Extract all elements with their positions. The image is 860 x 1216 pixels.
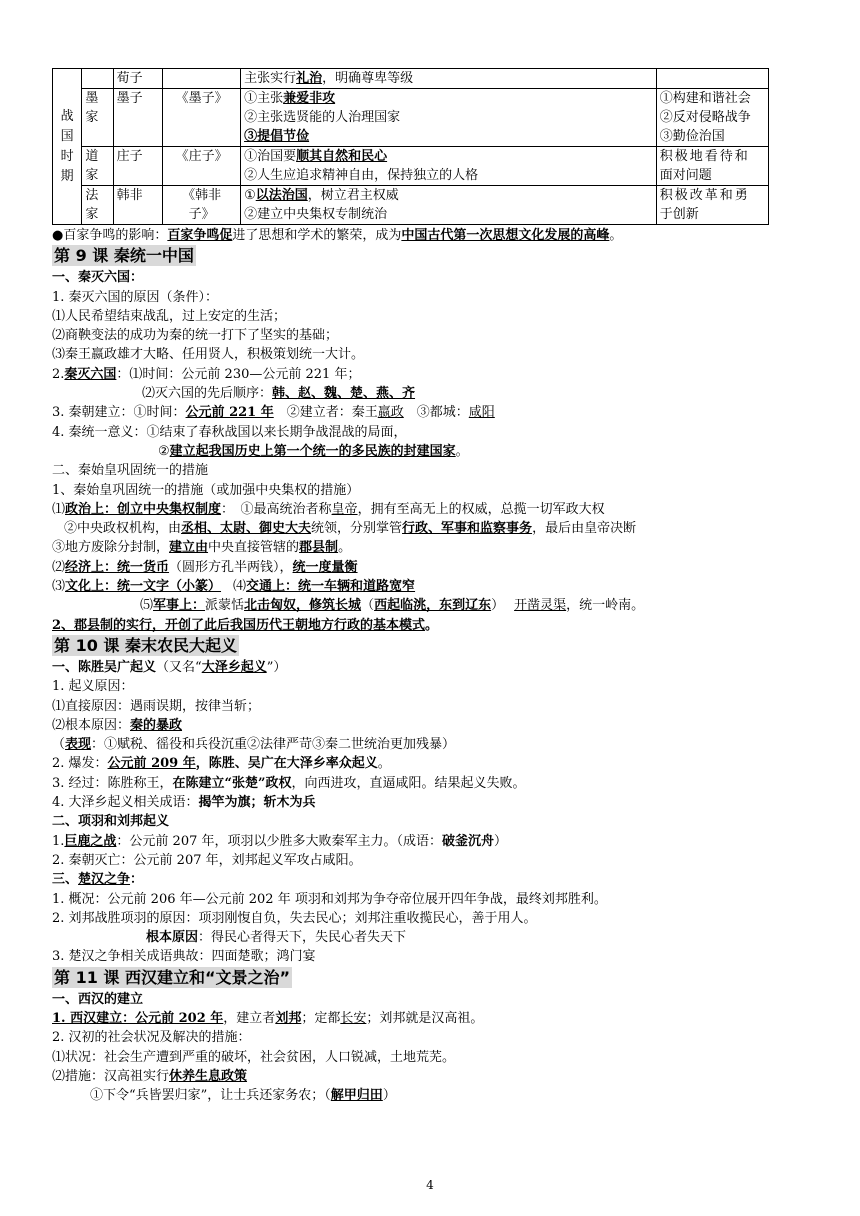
- text-line: [52, 226, 812, 245]
- text-fragment: 解甲归田: [330, 1088, 383, 1104]
- text-fragment: 第 9 课 秦统一中国: [54, 246, 194, 266]
- text-fragment: ②反对侵略战争: [659, 110, 751, 125]
- person-cell: 庄子: [113, 147, 163, 186]
- text-fragment: 3. 经过：陈胜称王，: [52, 775, 173, 791]
- text-fragment: ；刘邦就是汉高祖。: [366, 1010, 484, 1026]
- text-fragment: ③地方废除分封制，: [52, 540, 170, 556]
- text-line: [52, 1067, 812, 1086]
- text-line: 1. 概况：公元前 206 年—公元前 202 年 项羽和刘邦为争夺帝位展开四年争战，最终刘邦胜利。: [52, 891, 607, 907]
- text-fragment: 。: [338, 540, 352, 556]
- text-fragment: 楚汉之争: [78, 872, 131, 888]
- text-fragment: ：得民心者得天下，失民心者失天下: [198, 930, 407, 946]
- text-fragment: 3. 秦朝建立：①时间：: [52, 405, 186, 421]
- text-fragment: 统领，分别掌管: [311, 521, 403, 537]
- text-fragment: 韩、赵、魏、楚、燕、齐: [272, 386, 416, 402]
- text-fragment: 公元前 209 年: [107, 756, 196, 772]
- text-fragment: 经济上：统一货币: [65, 559, 170, 575]
- text-fragment: 丞相、太尉、御史大夫: [181, 521, 312, 537]
- text-fragment: 。: [455, 443, 469, 459]
- text-fragment: ③提倡节俭: [244, 129, 310, 144]
- text-fragment: ”）: [266, 659, 287, 675]
- idea-cell: [241, 89, 657, 147]
- text-fragment: 。: [377, 756, 391, 772]
- text-fragment: 交通上：统一车辆和道路宽窄: [246, 579, 416, 595]
- text-fragment: 2、郡县制的实行，开创了此后我国历代王朝地方行政的基本模式: [52, 617, 426, 633]
- period-label: 战国时期: [60, 108, 74, 184]
- text-fragment: ⑵措施：汉高祖实行: [52, 1068, 170, 1084]
- idea-cell: [241, 147, 657, 186]
- text-fragment: ，明确尊卑等级: [322, 71, 414, 86]
- text-fragment: ⑶: [52, 579, 66, 595]
- text-fragment: 法家: [85, 188, 99, 222]
- text-fragment: ：公元前 207 年，项羽以少胜多大败秦军主力。（成语：: [116, 833, 442, 849]
- text-fragment: 4. 大泽乡起义相关成语：: [52, 795, 199, 811]
- book-cell: 《庄子》: [163, 147, 241, 186]
- text-fragment: 面对问题: [659, 168, 712, 183]
- text-fragment: ①: [244, 188, 256, 203]
- section-heading: 一、西汉的建立: [52, 991, 144, 1007]
- text-fragment: ⑵根本原因：: [52, 717, 131, 733]
- text-line: [52, 832, 812, 851]
- text-fragment: 建立起我国历史上第一个统一的多民族的封建国家: [169, 443, 456, 459]
- text-line: [52, 735, 812, 754]
- text-fragment: 揭竿为旗；斩木为兵: [198, 795, 316, 811]
- text-fragment: ②主张选贤能的人治理国家: [244, 110, 401, 125]
- text-fragment: 政治上：创立中央集权制度: [65, 501, 222, 517]
- text-fragment: ，拥有至高无上的权威，总揽一切军政大权: [357, 501, 605, 517]
- text-fragment: ）: [494, 833, 508, 849]
- notes-body: [52, 226, 812, 1105]
- text-fragment: 第 10 课 秦末农民大起义: [54, 635, 237, 655]
- text-fragment: ●百家争鸣的影响：: [52, 228, 168, 243]
- period-cell: [53, 69, 82, 225]
- text-line: 2. 汉初的社会状况及解决的措施：: [52, 1030, 251, 1046]
- text-fragment: ①下令“兵皆罢归家”，让士兵还家务农；（: [90, 1088, 331, 1104]
- text-fragment: 军事上：: [153, 598, 206, 614]
- person-cell: 韩非: [113, 186, 163, 225]
- section-heading: [52, 870, 812, 889]
- text-fragment: 统一度量衡: [292, 559, 358, 575]
- text-fragment: 1. 西汉建立：公元前 202 年: [52, 1010, 224, 1026]
- text-fragment: 《韩非: [182, 188, 222, 203]
- text-line: 2. 刘邦战胜项羽的原因：项羽刚愎自负，失去民心；刘邦注重收揽民心，善于用人。: [52, 910, 537, 926]
- text-fragment: 。: [609, 228, 623, 243]
- text-line: ⑴直接原因：遇雨误期，按律当斩；: [52, 698, 261, 714]
- book-cell: [163, 69, 241, 89]
- text-fragment: 行政、军事和监察事务: [402, 521, 533, 537]
- text-fragment: ：⑴时间：公元前 230—公元前 221 年；: [116, 366, 361, 382]
- text-fragment: 郡县制: [299, 540, 339, 556]
- text-fragment: ③勤俭治国: [659, 129, 725, 144]
- text-fragment: ⑷: [233, 579, 247, 595]
- text-fragment: 主张实行: [244, 71, 297, 86]
- text-fragment: ，统一岭南。: [566, 598, 645, 614]
- text-fragment: ）: [491, 598, 505, 614]
- text-fragment: （: [361, 598, 375, 614]
- text-fragment: 秦灭六国: [64, 366, 117, 382]
- lesson-heading: [52, 635, 812, 658]
- text-fragment: 第 11 课 西汉建立和“文景之治”: [54, 967, 291, 987]
- text-fragment: 以法治国: [255, 188, 308, 203]
- text-fragment: ①主张: [244, 91, 284, 106]
- section-heading: 二、秦始皇巩固统一的措施: [52, 463, 209, 479]
- text-fragment: ⑵灭六国的先后顺序：: [142, 386, 273, 402]
- text-fragment: 三、: [52, 872, 79, 888]
- text-line: [52, 519, 812, 538]
- person-cell: 荀子: [113, 69, 163, 89]
- text-fragment: 刘邦: [275, 1010, 302, 1026]
- text-line: [52, 558, 812, 577]
- text-line: [52, 716, 812, 735]
- text-line: [52, 793, 812, 812]
- significance-cell: [656, 147, 768, 186]
- text-fragment: ；定都: [301, 1010, 341, 1026]
- document-page: [52, 0, 812, 1105]
- section-heading: 一、秦灭六国：: [52, 270, 144, 286]
- text-line: [52, 403, 812, 422]
- text-line: [52, 538, 812, 557]
- text-fragment: ）: [382, 1088, 396, 1104]
- text-line: [52, 500, 812, 519]
- text-fragment: ，向西进攻，直逼咸阳。结果起义失败。: [291, 775, 526, 791]
- text-fragment: 表现: [65, 737, 92, 753]
- school-cell: [82, 186, 113, 225]
- text-fragment: 进了思想和学术的繁荣，成为: [232, 228, 402, 243]
- lesson-heading: [52, 245, 812, 268]
- text-fragment: 陈胜、吴广在大泽乡率众起义: [208, 756, 378, 772]
- text-fragment: ②建立中央集权专制统治: [244, 207, 388, 222]
- school-cell: [82, 147, 113, 186]
- text-fragment: 中央直接管辖的: [208, 540, 300, 556]
- text-fragment: 破釜沉舟: [442, 833, 495, 849]
- text-fragment: 皇帝: [331, 501, 358, 517]
- text-fragment: 。: [425, 617, 439, 633]
- text-fragment: ②人生应追求精神自由，保持独立的人格: [244, 168, 479, 183]
- text-fragment: ：①赋税、徭役和兵役沉重②法律严苛③秦二世统治更加残暴）: [91, 737, 456, 753]
- text-line: [52, 1009, 812, 1028]
- text-fragment: 长安: [340, 1010, 367, 1026]
- text-line: [52, 365, 812, 384]
- text-line: [52, 774, 812, 793]
- text-fragment: 根本原因: [146, 930, 199, 946]
- text-fragment: 百家争鸣促: [167, 228, 233, 243]
- text-fragment: 公元前 221 年: [185, 405, 274, 421]
- schools-table: [52, 68, 769, 225]
- text-line: 1. 起义原因：: [52, 679, 134, 695]
- text-fragment: 建立由: [169, 540, 209, 556]
- text-line: 4. 秦统一意义：①结束了春秋战国以来长期争战混战的局面，: [52, 424, 407, 440]
- book-cell: [163, 186, 241, 225]
- text-fragment: 大泽乡起义: [201, 659, 267, 675]
- text-line: [52, 442, 812, 461]
- text-line: [52, 1086, 812, 1105]
- text-fragment: 墨家: [85, 91, 99, 125]
- text-fragment: 积极改革和勇: [659, 188, 750, 203]
- text-fragment: 顺其自然和民心: [296, 149, 388, 164]
- text-fragment: 咸阳: [468, 405, 495, 421]
- text-line: [52, 596, 812, 615]
- text-fragment: 休养生息政策: [169, 1068, 248, 1084]
- text-fragment: ： ①最高统治者称: [221, 501, 332, 517]
- text-fragment: 陈胜吴广起义: [78, 659, 157, 675]
- text-fragment: 文化上：统一文字（小篆）: [65, 579, 222, 595]
- text-fragment: ①治国要: [244, 149, 297, 164]
- text-fragment: （圆形方孔半两钱），: [169, 559, 293, 575]
- text-fragment: 2. 爆发：: [52, 756, 108, 772]
- text-fragment: ，: [195, 756, 209, 772]
- text-fragment: 兼爱非攻: [283, 91, 336, 106]
- school-cell: [82, 69, 113, 89]
- text-fragment: ，最后由皇帝决断: [532, 521, 637, 537]
- text-fragment: 在陈建立“张楚”政权: [172, 775, 292, 791]
- text-fragment: ⑴: [52, 501, 66, 517]
- school-cell: [82, 89, 113, 147]
- text-line: ⑶秦王嬴政雄才大略、任用贤人，积极策划统一大计。: [52, 347, 365, 363]
- text-fragment: ②中央政权机构，由: [64, 521, 182, 537]
- key-term: 礼治: [296, 71, 323, 86]
- idea-cell: [241, 69, 657, 89]
- person-cell: 墨子: [113, 89, 163, 147]
- text-fragment: 道家: [85, 149, 99, 183]
- text-fragment: 嬴政: [377, 405, 404, 421]
- text-line: [52, 616, 812, 635]
- text-fragment: 积极地看待和: [659, 149, 750, 164]
- section-heading: 二、项羽和刘邦起义: [52, 814, 170, 830]
- text-line: ⑵商鞅变法的成功为秦的统一打下了坚实的基础；: [52, 328, 339, 344]
- lesson-heading: [52, 967, 812, 990]
- text-fragment: 西起临洮，东到辽东: [374, 598, 492, 614]
- text-line: [52, 577, 812, 596]
- text-fragment: 开凿灵渠: [514, 598, 567, 614]
- text-line: [52, 928, 812, 947]
- text-line: ⑴人民希望结束战乱，过上安定的生活；: [52, 308, 287, 324]
- text-line: 2. 秦朝灭亡：公元前 207 年，刘邦起义军攻占咸阳。: [52, 852, 362, 868]
- text-fragment: ：: [130, 872, 144, 888]
- text-line: 1. 秦灭六国的原因（条件）：: [52, 289, 219, 305]
- text-fragment: ，建立者: [223, 1010, 276, 1026]
- idea-cell: [241, 186, 657, 225]
- page-number: 4: [426, 1178, 434, 1192]
- text-fragment: 1.: [52, 833, 65, 849]
- book-cell: 《墨子》: [163, 89, 241, 147]
- text-fragment: 秦的暴政: [130, 717, 183, 733]
- text-fragment: 子》: [188, 207, 215, 222]
- section-heading: [52, 658, 812, 677]
- text-fragment: ②: [158, 443, 170, 459]
- text-line: 1、秦始皇巩固统一的措施（或加强中央集权的措施）: [52, 482, 360, 498]
- significance-cell: [656, 89, 768, 147]
- text-fragment: 北击匈奴，修筑长城: [244, 598, 362, 614]
- text-line: [52, 754, 812, 773]
- text-fragment: ⑵: [52, 559, 66, 575]
- text-fragment: 于创新: [659, 207, 699, 222]
- significance-cell: [656, 69, 768, 89]
- text-fragment: ③都城：: [403, 405, 469, 421]
- text-fragment: ①构建和谐社会: [659, 91, 751, 106]
- text-line: [52, 384, 812, 403]
- text-fragment: ②建立者：秦王: [273, 405, 378, 421]
- text-fragment: （: [52, 737, 66, 753]
- text-fragment: ，树立君主权威: [307, 188, 399, 203]
- text-fragment: 2.: [52, 366, 65, 382]
- text-fragment: 一、: [52, 659, 79, 675]
- text-fragment: ⑸: [140, 598, 154, 614]
- text-fragment: 派蒙恬: [205, 598, 245, 614]
- text-fragment: 巨鹿之战: [64, 833, 117, 849]
- text-line: ⑴状况：社会生产遭到严重的破坏，社会贫困，人口锐减，土地荒芜。: [52, 1049, 456, 1065]
- text-fragment: （又名“: [156, 659, 202, 675]
- text-fragment: 中国古代第一次思想文化发展的高峰: [401, 228, 610, 243]
- significance-cell: [656, 186, 768, 225]
- text-line: 3. 楚汉之争相关成语典故：四面楚歌；鸿门宴: [52, 949, 316, 965]
